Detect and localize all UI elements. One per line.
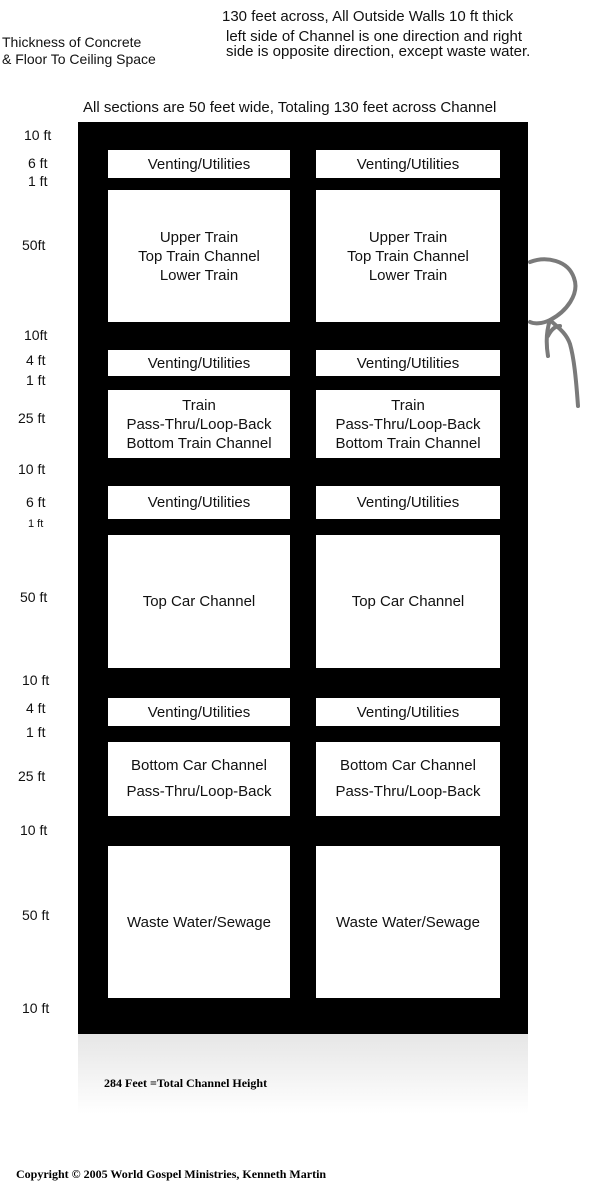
dim-label: 10 ft (18, 461, 46, 477)
cell-venting-4-left: Venting/Utilities (108, 698, 290, 726)
dim-label: 10 ft (22, 672, 50, 688)
dim-label: 50 ft (20, 589, 48, 605)
cell-venting-2-left: Venting/Utilities (108, 350, 290, 376)
dim-label: 50 ft (22, 907, 50, 923)
slab-ext-7 (94, 726, 508, 742)
dim-label: 10ft (24, 327, 48, 343)
dim-label: 1 ft (28, 518, 44, 530)
right-note-line-3: side is opposite direction, except waste water. (226, 43, 531, 60)
cell-waste-water-right: Waste Water/Sewage (316, 846, 500, 998)
slab-ext-5 (94, 519, 508, 535)
cell-venting-3-right: Venting/Utilities (316, 486, 500, 519)
dim-label: 10 ft (22, 1000, 50, 1016)
slab-ext-8 (94, 816, 506, 846)
dim-label: 6 ft (28, 155, 48, 171)
dim-label: 1 ft (28, 173, 48, 189)
cell-top-car-left: Top Car Channel (108, 535, 290, 668)
right-note-line-2: left side of Channel is one direction and right (226, 28, 523, 45)
dim-label: 10 ft (24, 127, 52, 143)
slab-ext-2 (90, 322, 510, 350)
cell-bottom-train-left: Train Pass-Thru/Loop-Back Bottom Train Channel (108, 390, 290, 458)
cell-venting-3-left: Venting/Utilities (108, 486, 290, 519)
cell-venting-4-right: Venting/Utilities (316, 698, 500, 726)
cell-top-car-right: Top Car Channel (316, 535, 500, 668)
dim-label: 1 ft (26, 372, 46, 388)
total-height-note: 284 Feet =Total Channel Height (104, 1076, 268, 1090)
copyright: Copyright © 2005 World Gospel Ministries, Kenneth Martin (16, 1167, 327, 1181)
slab-ext-4 (94, 458, 510, 484)
dim-label: 25 ft (18, 768, 46, 784)
slab-ext-6 (88, 668, 512, 698)
slab-ext-1 (94, 178, 508, 190)
cell-bottom-car-right: Bottom Car Channel Pass-Thru/Loop-Back (316, 742, 500, 816)
cell-venting-2-right: Venting/Utilities (316, 350, 500, 376)
structure-shadow (78, 1034, 528, 1114)
left-note: Thickness of Concrete & Floor To Ceiling Space (2, 34, 156, 67)
cell-bottom-car-left: Bottom Car Channel Pass-Thru/Loop-Back (108, 742, 290, 816)
cell-waste-water-left: Waste Water/Sewage (108, 846, 290, 998)
cell-venting-1-left: Venting/Utilities (108, 150, 290, 178)
dim-label: 4 ft (26, 352, 46, 368)
right-note-line-1: 130 feet across, All Outside Walls 10 ft thick (222, 8, 514, 25)
dim-label: 1 ft (26, 724, 46, 740)
dim-label: 4 ft (26, 700, 46, 716)
cell-top-train-right: Upper Train Top Train Channel Lower Train (316, 190, 500, 322)
slab-ext-3 (94, 376, 508, 390)
dim-label: 25 ft (18, 410, 46, 426)
dim-label: 10 ft (20, 822, 48, 838)
dim-label: 50ft (22, 237, 46, 253)
dim-label: 6 ft (26, 494, 46, 510)
cell-bottom-train-right: Train Pass-Thru/Loop-Back Bottom Train Channel (316, 390, 500, 458)
cell-venting-1-right: Venting/Utilities (316, 150, 500, 178)
cell-top-train-left: Upper Train Top Train Channel Lower Train (108, 190, 290, 322)
width-note: All sections are 50 feet wide, Totaling 130 feet across Channel (83, 99, 497, 116)
hand-drawn-scribble (526, 248, 586, 413)
